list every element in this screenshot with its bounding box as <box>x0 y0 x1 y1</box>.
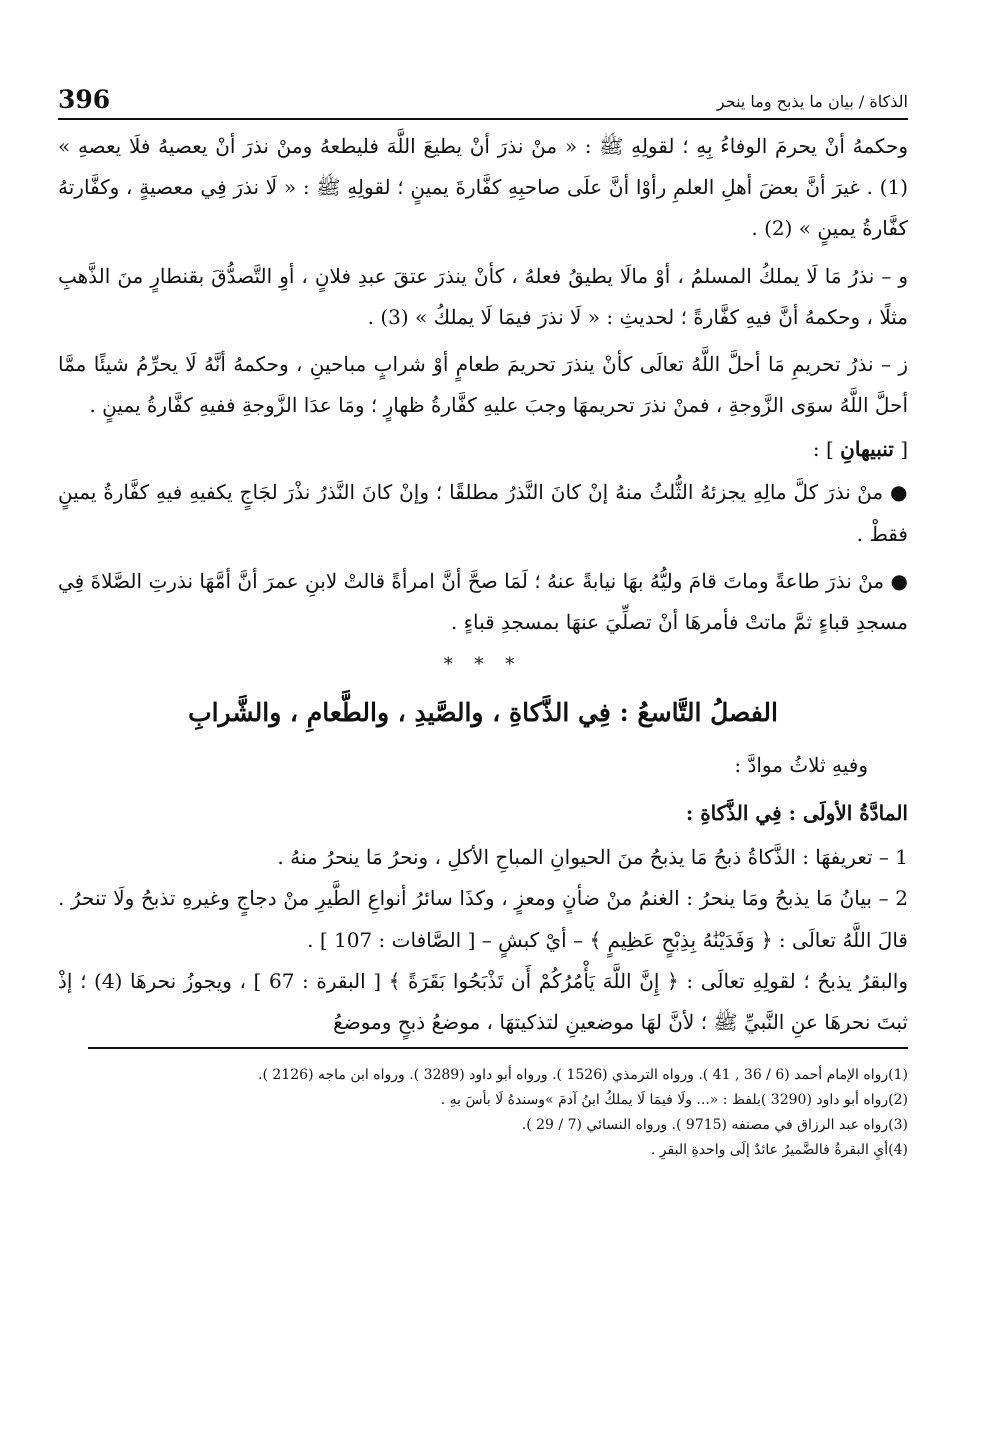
main-text <box>58 126 908 1043</box>
bullet-icon: ● <box>890 480 909 505</box>
notice-text: منْ نذرَ كلَّ مالِهِ يجزئهُ الثُّلثُ منهُ إنْ كانَ النَّذرُ مطلقًا ؛ وإنْ كانَ النَّذرُ نذْرَ لجَاجٍ يكفيهِ فيهِ كفَّارةُ يمينٍ فقطْ . <box>58 480 908 546</box>
paragraph-cattle: والبقرُ يذبحُ ؛ لقولِهِ تعالَى : ﴿ إِنَّ اللَّهَ يَأْمُرُكُمْ أَن تَذْبَحُوا بَقَرَةً ﴾ [ البقرة : 67 ] ، ويجوزُ نحرهَا (4) ؛ إذْ ثبتَ نحرهَا عنِ النَّبيِّ ﷺ ؛ لأنَّ لهَا موضعينِ لتذكيتهَا ، موضعُ ذبحٍ وموضعُ <box>58 968 908 1035</box>
paragraph-forbidden-vow: وحكمهُ أنْ يحرمَ الوفاءُ بِهِ ؛ لقولِهِ ﷺ : « منْ نذرَ أنْ يطيعَ اللَّهَ فليطعهُ ومنْ نذرَ أنْ يعصيهُ فلَا يعصهِ » (1) . غيرَ أنَّ بعضَ أهلِ العلمِ رأوْا أنَّ علَى صاحبِهِ كفَّارةَ يمينٍ ؛ لقولِهِ ﷺ : « لَا نذرَ فِي معصيةٍ ، وكفَّارتهُ كفَّارةُ يمينٍ » (2) . <box>58 134 908 241</box>
footnote-3: (3)رواه عبد الرزاق في مصنفه (9715 ). ورواه النسائي (7 / 29 ). <box>521 1117 908 1134</box>
footnotes <box>58 1063 908 1163</box>
footnote-4: (4)أيِ البقرةُ فالضَّميرُ عائدٌ إلَى واحدةِ البقرِ . <box>650 1142 908 1159</box>
book-page <box>58 82 908 1422</box>
notice-text: منْ نذرَ طاعةً وماتَ قامَ وليُّهُ بهَا نيابةً عنهُ ؛ لَمَا صحَّ أنَّ امرأةً قالتْ لابنِ عمرَ أنَّ أمَّهَا نذرتِ الصَّلاةَ فِي مسجدِ قباءٍ ثمَّ ماتتْ فأمرهَا أنْ تصلِّيَ عنهَا بمسجدِ قباءٍ . <box>58 568 908 635</box>
footnote-2: (2)رواه أبو داود (3290 )بلفظ : «... ولَا فيمَا لَا يملكُ ابنُ آدمَ »وسندهُ لَا بأسَ بهِ . <box>440 1092 908 1109</box>
paragraph-vow-prohibit-lawful: ز – نذرُ تحريمِ مَا أحلَّ اللَّهُ تعالَى كأنْ ينذرَ تحريمَ طعامٍ أوْ شرابٍ مباحينِ ، وحكمهُ أنَّهُ لَا يحرِّمُ شيئًا ممَّا أحلَّ اللَّهُ سوَى الزَّوجةِ ، فمنْ نذرَ تحريمهَا وجبَ عليهِ كفَّارةُ ظهارٍ ؛ ومَا عدَا الزَّوجةِ ففيهِ كفَّارةُ يمينٍ . <box>58 352 908 418</box>
paragraph-definition: 1 – تعريفهَا : الذَّكاةُ ذبحُ مَا يذبحُ منَ الحيوانِ المباحِ الأكلِ ، ونحرُ مَا ينحرُ منهُ . <box>277 845 908 870</box>
footnote-1: (1)رواه الإمام أحمد (6 / 36 , 41 ). ورواه الترمذي (1526 ). ورواه أبو داود (3289 ). ورواه ابن ماجه (2126 ). <box>258 1067 908 1084</box>
page-header <box>58 82 908 120</box>
notice-item <box>58 561 908 643</box>
notices-title: تنبيهانِ <box>840 437 894 462</box>
notice-item <box>58 472 908 554</box>
bracket-open: [ <box>900 437 908 462</box>
bullet-icon: ● <box>890 568 909 593</box>
paragraph-what-slaughtered: 2 – بيانُ مَا يذبحُ ومَا ينحرُ : الغنمُ منْ ضأنٍ ومعزٍ ، وكذَا سائرُ أنواعِ الطَّيرِ منْ دجاجٍ وغيرهِ تذبحُ ولَا تنحرُ . قالَ اللَّهُ تعالَى : ﴿ وَفَدَيْنَٰهُ بِذِبْحٍ عَظِيمٍ ﴾ – أيْ كبشٍ – [ الصَّافات : 107 ] . <box>58 886 909 952</box>
bracket-close: ] : <box>812 437 834 462</box>
notices-heading <box>58 426 908 472</box>
page-number: 396 <box>58 85 111 114</box>
section-title: المادَّةُ الأولَى : فِي الذَّكاةِ : <box>685 801 908 826</box>
chapter-title: الفصلُ التَّاسعُ : فِي الذَّكاةِ ، والصَّيدِ ، والطَّعامِ ، والشَّرابِ <box>188 698 778 728</box>
footnote-divider <box>88 1047 908 1049</box>
paragraph-vow-unowned: و – نذرُ مَا لَا يملكُ المسلمُ ، أوْ مالَا يطيقُ فعلهُ ، كأنْ ينذرَ عتقَ عبدِ فلانٍ ، أوِ التَّصدُّقَ بقنطارٍ منَ الذَّهبِ مثلًا ، وحكمهُ أنَّ فيهِ كفَّارةً ؛ لحديثِ : « لَا نذرَ فيمَا لَا يملكُ » (3) . <box>58 263 908 329</box>
running-title: الذكاة / بيان ما يذبح وما ينحر <box>716 92 908 111</box>
section-separator: * * * <box>443 654 523 676</box>
chapter-intro: وفيهِ ثلاثُ موادَّ : <box>734 753 868 778</box>
